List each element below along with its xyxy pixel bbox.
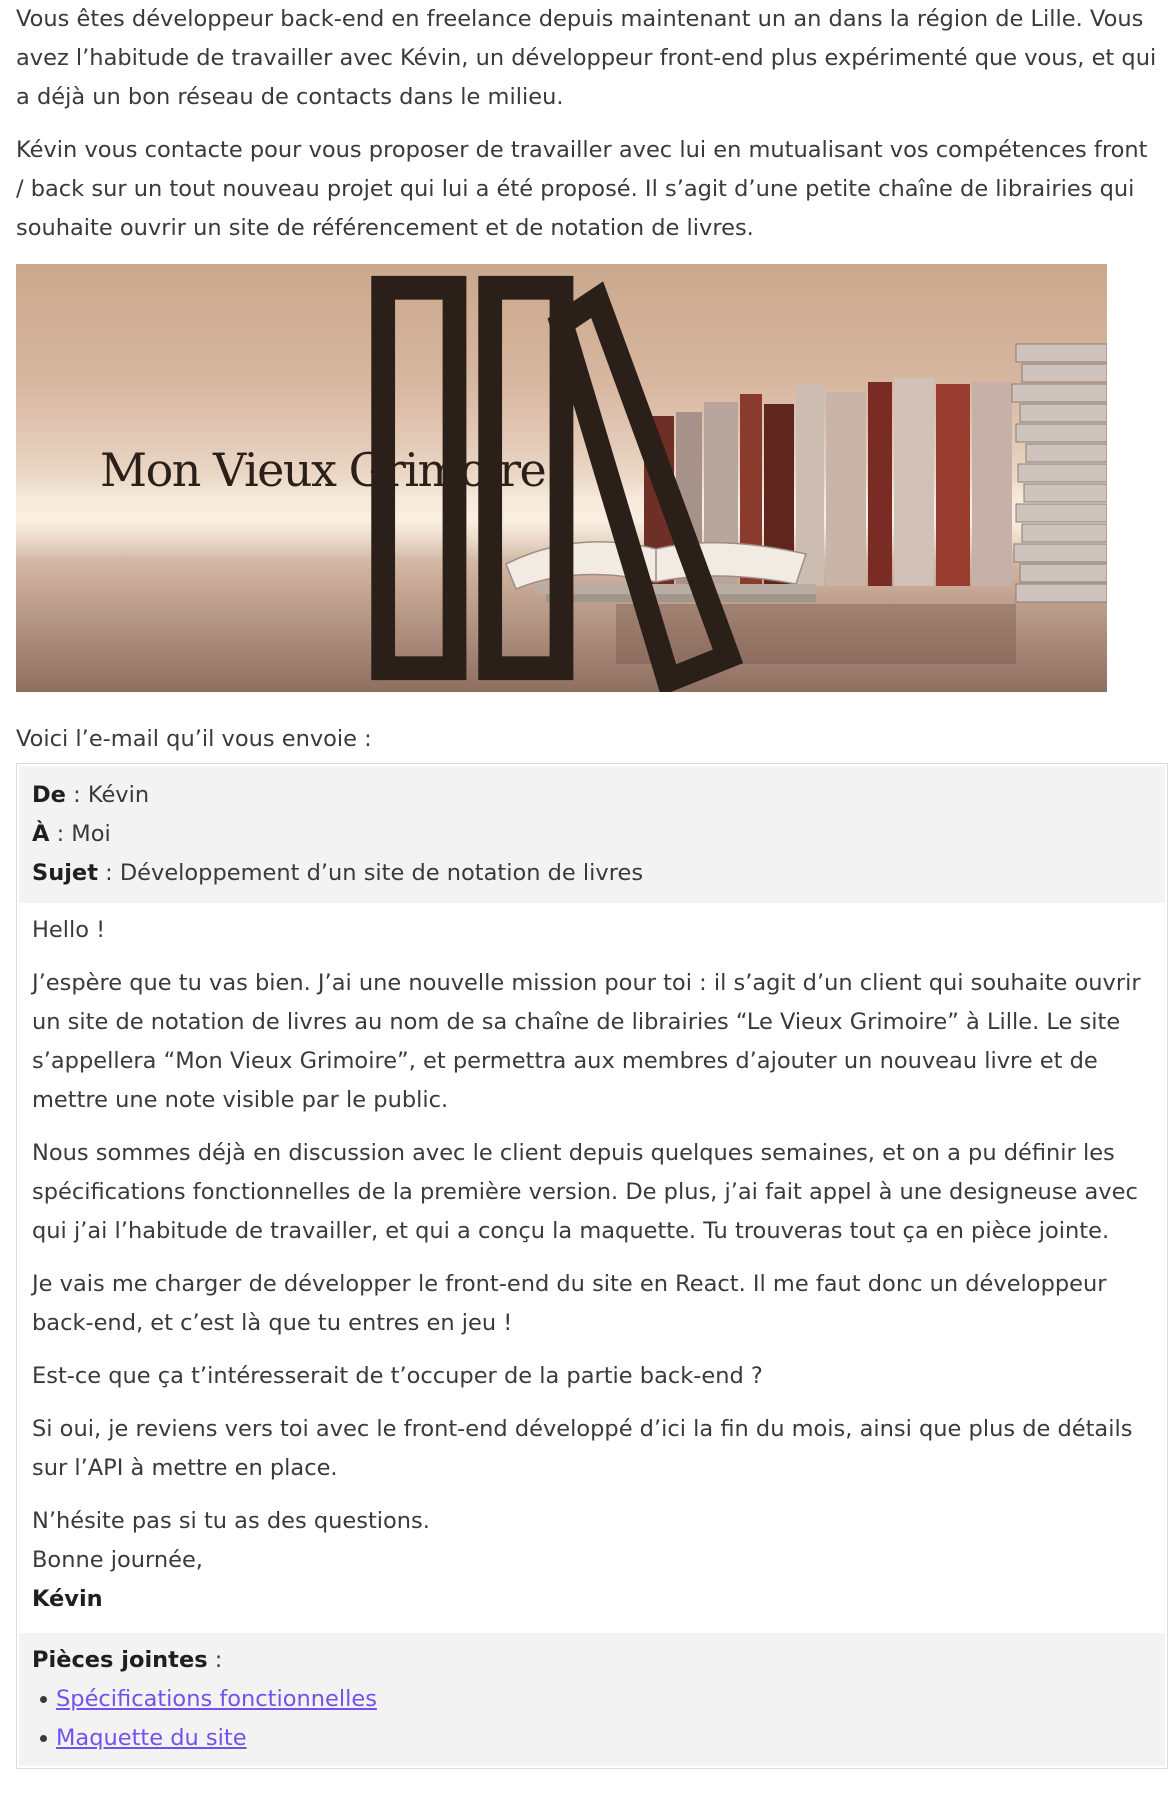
attachments-label-suffix: : [207,1647,223,1673]
attachment-link-maquette[interactable]: Maquette du site [56,1725,247,1751]
intro-paragraph-2: Kévin vous contacte pour vous proposer de travailler avec lui en mutualisant vos compétences front / back sur un tout nouveau projet qui lui a été proposé. Il s’agit d’une petite chaîne de librairies qui souhaite ouvrir un site de référencement et de notation de livres. [16,137,1148,241]
email-paragraph-1: J’espère que tu vas bien. J’ai une nouvelle mission pour toi : il s’agit d’un client qui souhaite ouvrir un site de notation de livres au nom de sa chaîne de librairies “Le Vieux Grimoire” à Lille. Le site s’appellera “Mon Vieux Grimoire”, et permettra aux membres d’ajouter un nouveau livre et de mettre une note visible par le public. [32,970,1141,1113]
to-value: : Moi [49,821,111,847]
email-paragraph-2: Nous sommes déjà en discussion avec le client depuis quelques semaines, et on a pu définir les spécifications fonctionnelles de la première version. De plus, j’ai fait appel à une designeuse avec qui j’ai l’habitude de travailler, et qui a conçu la maquette. Tu trouveras tout ça en pièce jointe. [32,1140,1138,1244]
email-card [16,763,1168,1769]
to-label: À [32,821,50,847]
to-row [32,815,1152,854]
book-logo-icon [16,264,1107,692]
subject-value: : Développement d’un site de notation de livres [97,860,644,886]
subject-row [32,854,1152,893]
banner-image [16,264,1107,692]
list-item [40,1680,1152,1719]
email-body [19,903,1165,1633]
attachment-link-specifications[interactable]: Spécifications fonctionnelles [56,1686,377,1712]
banner-logo-text: Mon Vieux Grimoire [100,443,546,497]
attachments [19,1633,1165,1766]
attachments-label: Pièces jointes [32,1647,208,1673]
signature: Kévin [32,1586,103,1612]
email-closing [32,1502,1152,1619]
attachments-heading [32,1641,1152,1680]
from-row [32,776,1152,815]
email-intro: Voici l’e-mail qu’il vous envoie : [16,726,372,752]
email-header [19,766,1165,903]
from-label: De [32,782,66,808]
email-paragraph-5: Si oui, je reviens vers toi avec le front-end développé d’ici la fin du mois, ainsi que plus de détails sur l’API à mettre en place. [32,1416,1133,1481]
attachments-list [32,1680,1152,1758]
closing-line-2: Bonne journée, [32,1547,203,1573]
email-paragraph-4: Est-ce que ça t’intéresserait de t’occuper de la partie back-end ? [32,1363,763,1389]
intro-paragraph-1: Vous êtes développeur back-end en freelance depuis maintenant un an dans la région de Lille. Vous avez l’habitude de travailler avec Kévin, un développeur front-end plus expérimenté que vous, et qui a déjà un bon réseau de contacts dans le milieu. [16,6,1157,110]
email-greeting: Hello ! [32,917,106,943]
from-value: : Kévin [65,782,150,808]
subject-label: Sujet [32,860,98,886]
email-paragraph-3: Je vais me charger de développer le front-end du site en React. Il me faut donc un développeur back-end, et c’est là que tu entres en jeu ! [32,1271,1107,1336]
list-item [40,1719,1152,1758]
closing-line-1: N’hésite pas si tu as des questions. [32,1508,430,1534]
